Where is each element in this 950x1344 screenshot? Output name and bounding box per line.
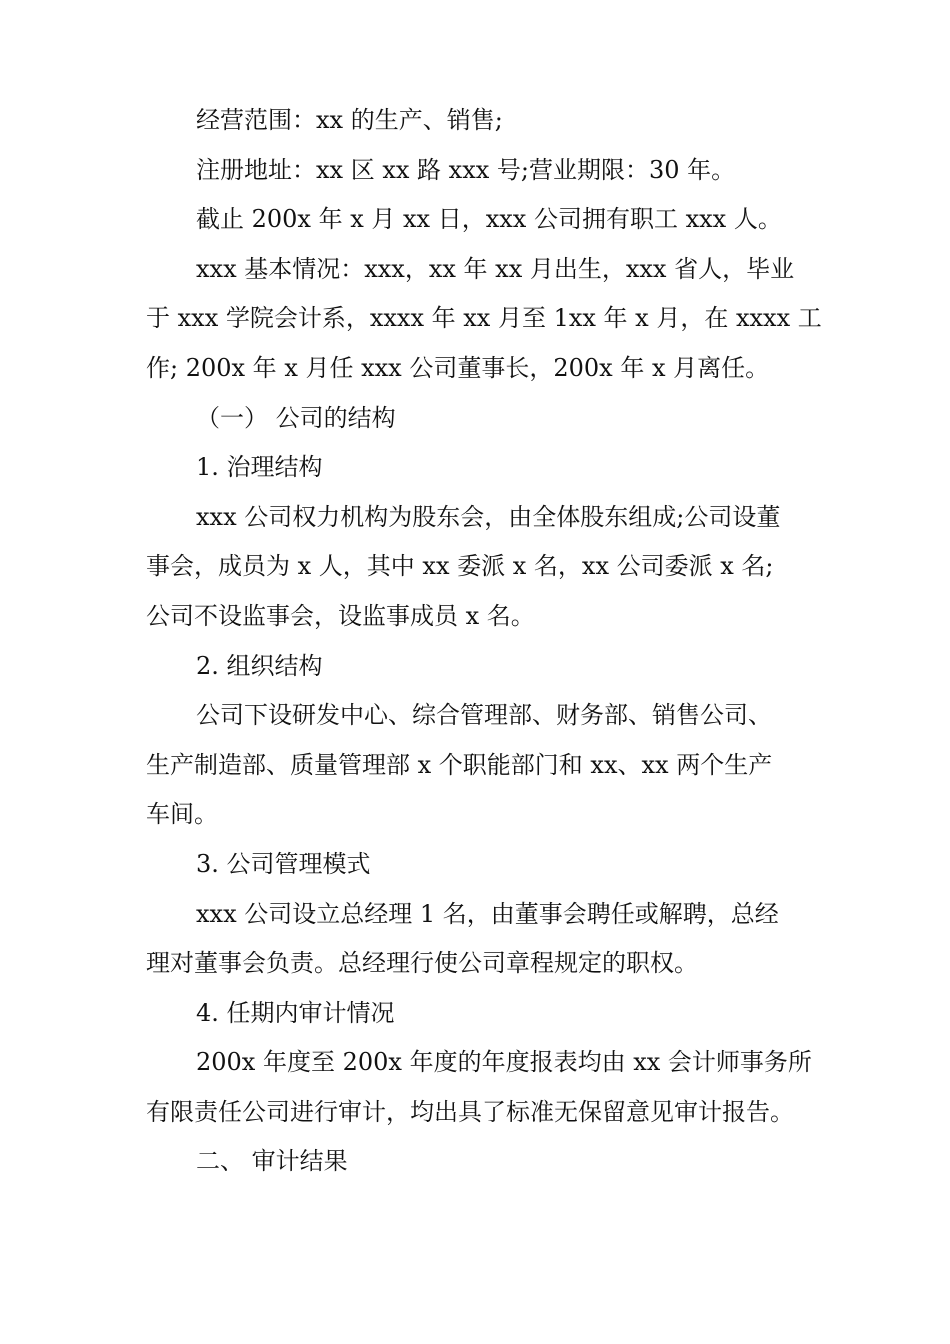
text-line-organization: 公司下设研发中心、综合管理部、财务部、销售公司、 bbox=[196, 701, 772, 730]
subheading-audit-during-tenure: 4. 任期内审计情况 bbox=[196, 998, 395, 1027]
text-line-personal-info: xxx 基本情况：xxx，xx 年 xx 月出生，xxx 省人，毕业 bbox=[196, 254, 795, 283]
text-line-registered-address: 注册地址：xx 区 xx 路 xxx 号;营业期限：30 年。 bbox=[196, 155, 736, 184]
text-line-governance-cont: 事会，成员为 x 人，其中 xx 委派 x 名，xx 公司委派 x 名; bbox=[146, 552, 774, 581]
text-line-management: xxx 公司设立总经理 1 名，由董事会聘任或解聘，总经 bbox=[196, 899, 779, 928]
section-heading-company-structure: （一） 公司的结构 bbox=[196, 403, 396, 432]
text-line-governance: xxx 公司权力机构为股东会，由全体股东组成;公司设董 bbox=[196, 502, 781, 531]
text-line-personal-info-cont: 于 xxx 学院会计系，xxxx 年 xx 月至 1xx 年 x 月，在 xxxx 工 bbox=[146, 304, 822, 333]
text-line-personal-info-end: 作; 200x 年 x 月任 xxx 公司董事长，200x 年 x 月离任。 bbox=[146, 353, 770, 382]
text-line-employee-count: 截止 200x 年 x 月 xx 日，xxx 公司拥有职工 xxx 人。 bbox=[196, 205, 782, 234]
text-line-organization-end: 车间。 bbox=[146, 800, 218, 829]
text-line-audit-end: 有限责任公司进行审计，均出具了标准无保留意见审计报告。 bbox=[146, 1097, 794, 1126]
text-line-management-end: 理对董事会负责。总经理行使公司章程规定的职权。 bbox=[146, 949, 698, 978]
subheading-governance-structure: 1. 治理结构 bbox=[196, 453, 323, 482]
document-body bbox=[146, 96, 822, 1187]
text-line-governance-end: 公司不设监事会，设监事成员 x 名。 bbox=[146, 601, 535, 630]
text-line-business-scope: 经营范围：xx 的生产、销售; bbox=[196, 106, 503, 134]
subheading-organization-structure: 2. 组织结构 bbox=[196, 651, 323, 680]
subheading-management-model: 3. 公司管理模式 bbox=[196, 849, 371, 878]
section-heading-audit-results: 二、 审计结果 bbox=[196, 1147, 348, 1176]
text-line-organization-cont: 生产制造部、质量管理部 x 个职能部门和 xx、xx 两个生产 bbox=[146, 750, 773, 779]
text-line-audit: 200x 年度至 200x 年度的年度报表均由 xx 会计师事务所 bbox=[196, 1048, 812, 1077]
